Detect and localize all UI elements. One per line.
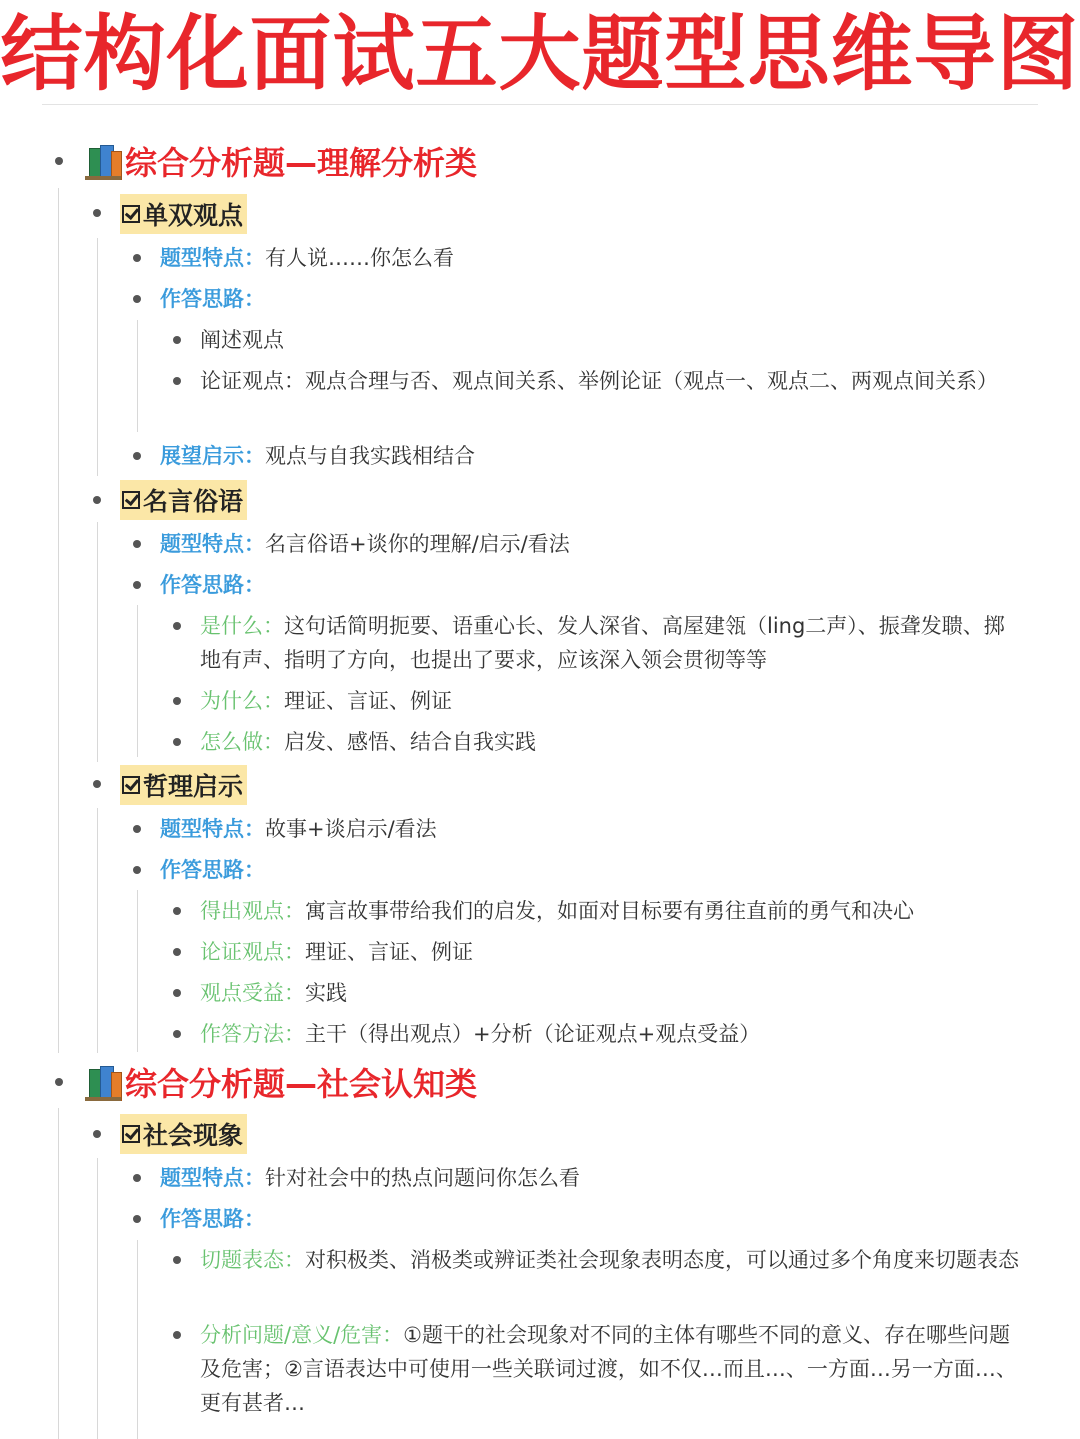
bullet-icon (173, 989, 181, 997)
bullet-icon (93, 209, 101, 217)
item-text: 启发、感悟、结合自我实践 (284, 730, 536, 754)
item-label: 作答思路： (160, 1207, 265, 1231)
section-title: 综合分析题—社会认知类 (125, 1065, 478, 1103)
list-item (160, 812, 437, 846)
item-text: 这句话简明扼要、语重心长、发人深省、高屋建瓴（ling二声）、振聋发聩、掷地有声、指明了方向，也提出了要求，应该深入领会贯彻等等 (200, 614, 1005, 672)
tree-guide-line (97, 522, 98, 762)
item-label: 作答方法： (200, 1022, 305, 1046)
item-label: 题型特点： (160, 1166, 265, 1190)
item-label: 作答思路： (160, 287, 265, 311)
bullet-icon (133, 866, 141, 874)
tree-guide-line (137, 320, 138, 432)
bullet-icon (173, 907, 181, 915)
tree-guide-line (97, 1158, 98, 1439)
section-heading (84, 1057, 477, 1107)
item-label: 展望启示： (160, 444, 265, 468)
bullet-icon (133, 254, 141, 262)
title-divider (42, 104, 1038, 105)
bullet-icon (133, 1174, 141, 1182)
bullet-icon (173, 697, 181, 705)
bullet-icon (173, 948, 181, 956)
item-label: 题型特点： (160, 246, 265, 270)
item-text: 理证、言证、例证 (305, 940, 473, 964)
topic-title: 名言俗语 (143, 487, 244, 516)
item-label: 分析问题/意义/危害： (200, 1323, 404, 1347)
bullet-icon (133, 295, 141, 303)
list-item (160, 527, 570, 561)
topic-heading (120, 194, 247, 234)
topic-title: 哲理启示 (143, 772, 244, 801)
list-item (200, 323, 284, 357)
list-item (200, 1243, 1040, 1277)
bullet-icon (133, 1215, 141, 1223)
tree-guide-line (97, 238, 98, 476)
topic-title: 单双观点 (143, 201, 244, 230)
item-text: 有人说……你怎么看 (265, 246, 454, 270)
topic-title: 社会现象 (143, 1121, 244, 1150)
bullet-icon (173, 738, 181, 746)
bullet-icon (173, 1256, 181, 1264)
bullet-icon (173, 336, 181, 344)
tree-guide-line (58, 1108, 59, 1439)
tree-guide-line (97, 808, 98, 1053)
item-label: 论证观点： (200, 940, 305, 964)
list-item (200, 976, 347, 1010)
tree-guide-line (58, 188, 59, 1053)
topic-heading (120, 480, 247, 520)
tree-guide-line (137, 890, 138, 1052)
item-label: 切题表态： (200, 1248, 305, 1272)
list-item (160, 1161, 580, 1195)
item-label: 为什么： (200, 689, 284, 713)
item-text: 对积极类、消极类或辨证类社会现象表明态度，可以通过多个角度来切题表态 (305, 1248, 1019, 1272)
item-text: 针对社会中的热点问题问你怎么看 (265, 1166, 580, 1190)
bullet-icon (133, 825, 141, 833)
bullet-icon (55, 157, 63, 165)
bullet-icon (133, 581, 141, 589)
list-item (200, 364, 1020, 398)
item-text: 名言俗语+谈你的理解/启示/看法 (265, 532, 570, 556)
item-label: 是什么： (200, 614, 284, 638)
list-item (160, 568, 265, 602)
topic-heading (120, 765, 247, 805)
item-text: 论证观点：观点合理与否、观点间关系、举例论证（观点一、观点二、两观点间关系） (200, 369, 998, 393)
item-text: 故事+谈启示/看法 (265, 817, 437, 841)
bullet-icon (173, 1331, 181, 1339)
bullet-icon (173, 377, 181, 385)
list-item (200, 894, 914, 928)
list-item (200, 684, 452, 718)
item-text: 主干（得出观点）+分析（论证观点+观点受益） (305, 1022, 761, 1046)
item-label: 得出观点： (200, 899, 305, 923)
section-heading (84, 136, 477, 186)
tree-guide-line (137, 1240, 138, 1439)
checkbox-icon (122, 205, 140, 223)
item-text: ①题干的社会现象对不同的主体有哪些不同的意义、存在哪些问题及危害；②言语表达中可使用一些关联词过渡，如不仅…而且…、一方面…另一方面…、更有甚者… (200, 1323, 1017, 1415)
list-item (200, 1318, 1030, 1420)
item-text: 阐述观点 (200, 328, 284, 352)
bullet-icon (173, 622, 181, 630)
list-item (160, 1202, 265, 1236)
books-icon (84, 142, 122, 180)
list-item (160, 241, 454, 275)
list-item (200, 725, 536, 759)
bullet-icon (133, 540, 141, 548)
item-text: 理证、言证、例证 (284, 689, 452, 713)
bullet-icon (93, 1130, 101, 1138)
checkbox-icon (122, 1125, 140, 1143)
item-label: 作答思路： (160, 858, 265, 882)
bullet-icon (173, 1030, 181, 1038)
item-label: 怎么做： (200, 730, 284, 754)
list-item (160, 853, 265, 887)
item-label: 观点受益： (200, 981, 305, 1005)
books-icon (84, 1063, 122, 1101)
item-label: 题型特点： (160, 817, 265, 841)
list-item (200, 1017, 760, 1051)
list-item (200, 609, 1020, 677)
bullet-icon (133, 452, 141, 460)
item-label: 作答思路： (160, 573, 265, 597)
page-title: 结构化面试五大题型思维导图 (0, 7, 1080, 102)
bullet-icon (93, 496, 101, 504)
item-label: 题型特点： (160, 532, 265, 556)
section-title: 综合分析题—理解分析类 (125, 144, 478, 182)
checkbox-icon (122, 491, 140, 509)
item-text: 实践 (305, 981, 347, 1005)
item-text: 观点与自我实践相结合 (265, 444, 475, 468)
list-item (160, 282, 265, 316)
list-item (160, 439, 475, 473)
checkbox-icon (122, 776, 140, 794)
list-item (200, 935, 473, 969)
item-text: 寓言故事带给我们的启发，如面对目标要有勇往直前的勇气和决心 (305, 899, 914, 923)
topic-heading (120, 1114, 247, 1154)
tree-guide-line (137, 605, 138, 757)
bullet-icon (93, 780, 101, 788)
bullet-icon (55, 1078, 63, 1086)
